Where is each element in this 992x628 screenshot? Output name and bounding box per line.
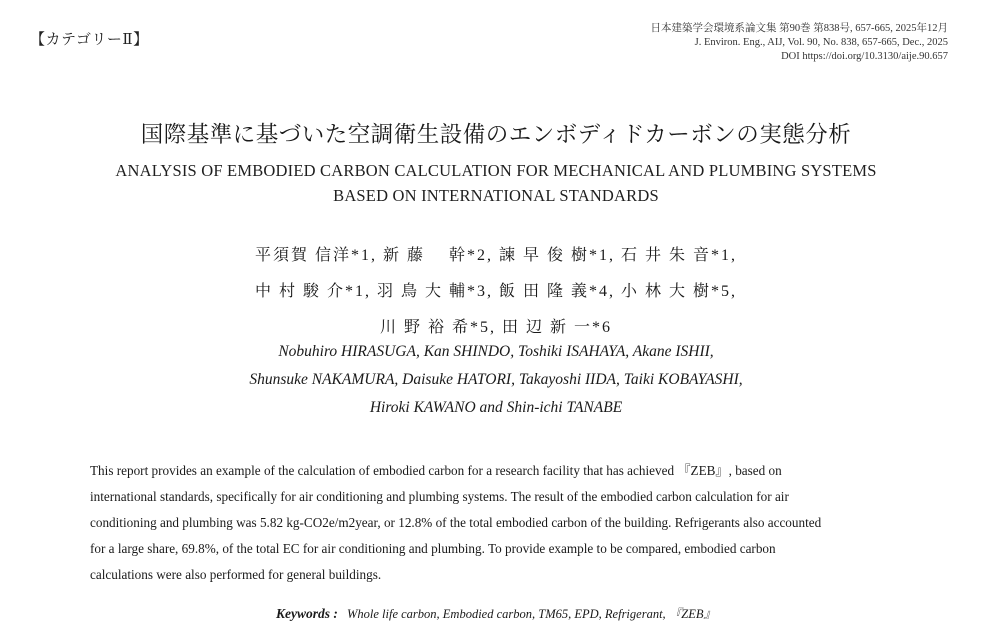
authors-english-line: Hiroki KAWANO and Shin-ichi TANABE (369, 399, 623, 416)
abstract-line: calculations were also performed for general buildings. (90, 567, 382, 582)
paper-title-english-line: BASED ON INTERNATIONAL STANDARDS (333, 186, 659, 205)
keywords (0, 604, 992, 622)
journal-citation-en: J. Environ. Eng., AIJ, Vol. 90, No. 838, 657-665, Dec., 2025 (694, 37, 948, 48)
abstract (90, 458, 896, 588)
abstract-line: international standards, specifically for air conditioning and plumbing systems. The result of the embodied carbon calculation for air (90, 489, 789, 504)
authors-english-line: Nobuhiro HIRASUGA, Kan SHINDO, Toshiki ISAHAYA, Akane ISHII, (278, 343, 714, 360)
authors-japanese-line: 平須賀 信洋*1, 新 藤 幹*2, 諫 早 俊 樹*1, 石 井 朱 音*1, (254, 247, 737, 264)
abstract-line: for a large share, 69.8%, of the total EC for air conditioning and plumbing. To provide example to be compared, embodied carbon (90, 541, 776, 556)
abstract-line: conditioning and plumbing was 5.82 kg-CO2e/m2year, or 12.8% of the total embodied carbon of the building. Refrigerants also accounted (90, 515, 822, 530)
doi-link[interactable]: DOI https://doi.org/10.3130/aije.90.657 (781, 51, 948, 62)
paper-title-english-line: ANALYSIS OF EMBODIED CARBON CALCULATION FOR MECHANICAL AND PLUMBING SYSTEMS (115, 161, 877, 180)
keywords-value: Whole life carbon, Embodied carbon, TM65, EPD, Refrigerant, 『ZEB』 (346, 607, 717, 621)
keywords-label: Keywords : (275, 606, 338, 621)
abstract-line: This report provides an example of the calculation of embodied carbon for a research facility that has achieved 『ZEB』, based on (90, 463, 782, 478)
authors-english-line: Shunsuke NAKAMURA, Daisuke HATORI, Takayoshi IIDA, Taiki KOBAYASHI, (249, 371, 743, 388)
category-label: 【カテゴリーⅡ】 (30, 32, 149, 48)
authors-japanese-line: 川 野 裕 希*5, 田 辺 新 一*6 (379, 319, 612, 336)
journal-citation-ja: 日本建築学会環境系論文集 第90巻 第838号, 657-665, 2025年12月 (650, 23, 948, 34)
authors-japanese (0, 238, 992, 346)
paper-title-english (0, 158, 992, 208)
journal-citation (651, 22, 949, 64)
authors-english (0, 338, 992, 422)
paper-title-japanese: 国際基準に基づいた空調衛生設備のエンボディドカーボンの実態分析 (140, 122, 852, 147)
authors-japanese-line: 中 村 駿 介*1, 羽 鳥 大 輔*3, 飯 田 隆 義*4, 小 林 大 樹*5, (254, 283, 737, 300)
